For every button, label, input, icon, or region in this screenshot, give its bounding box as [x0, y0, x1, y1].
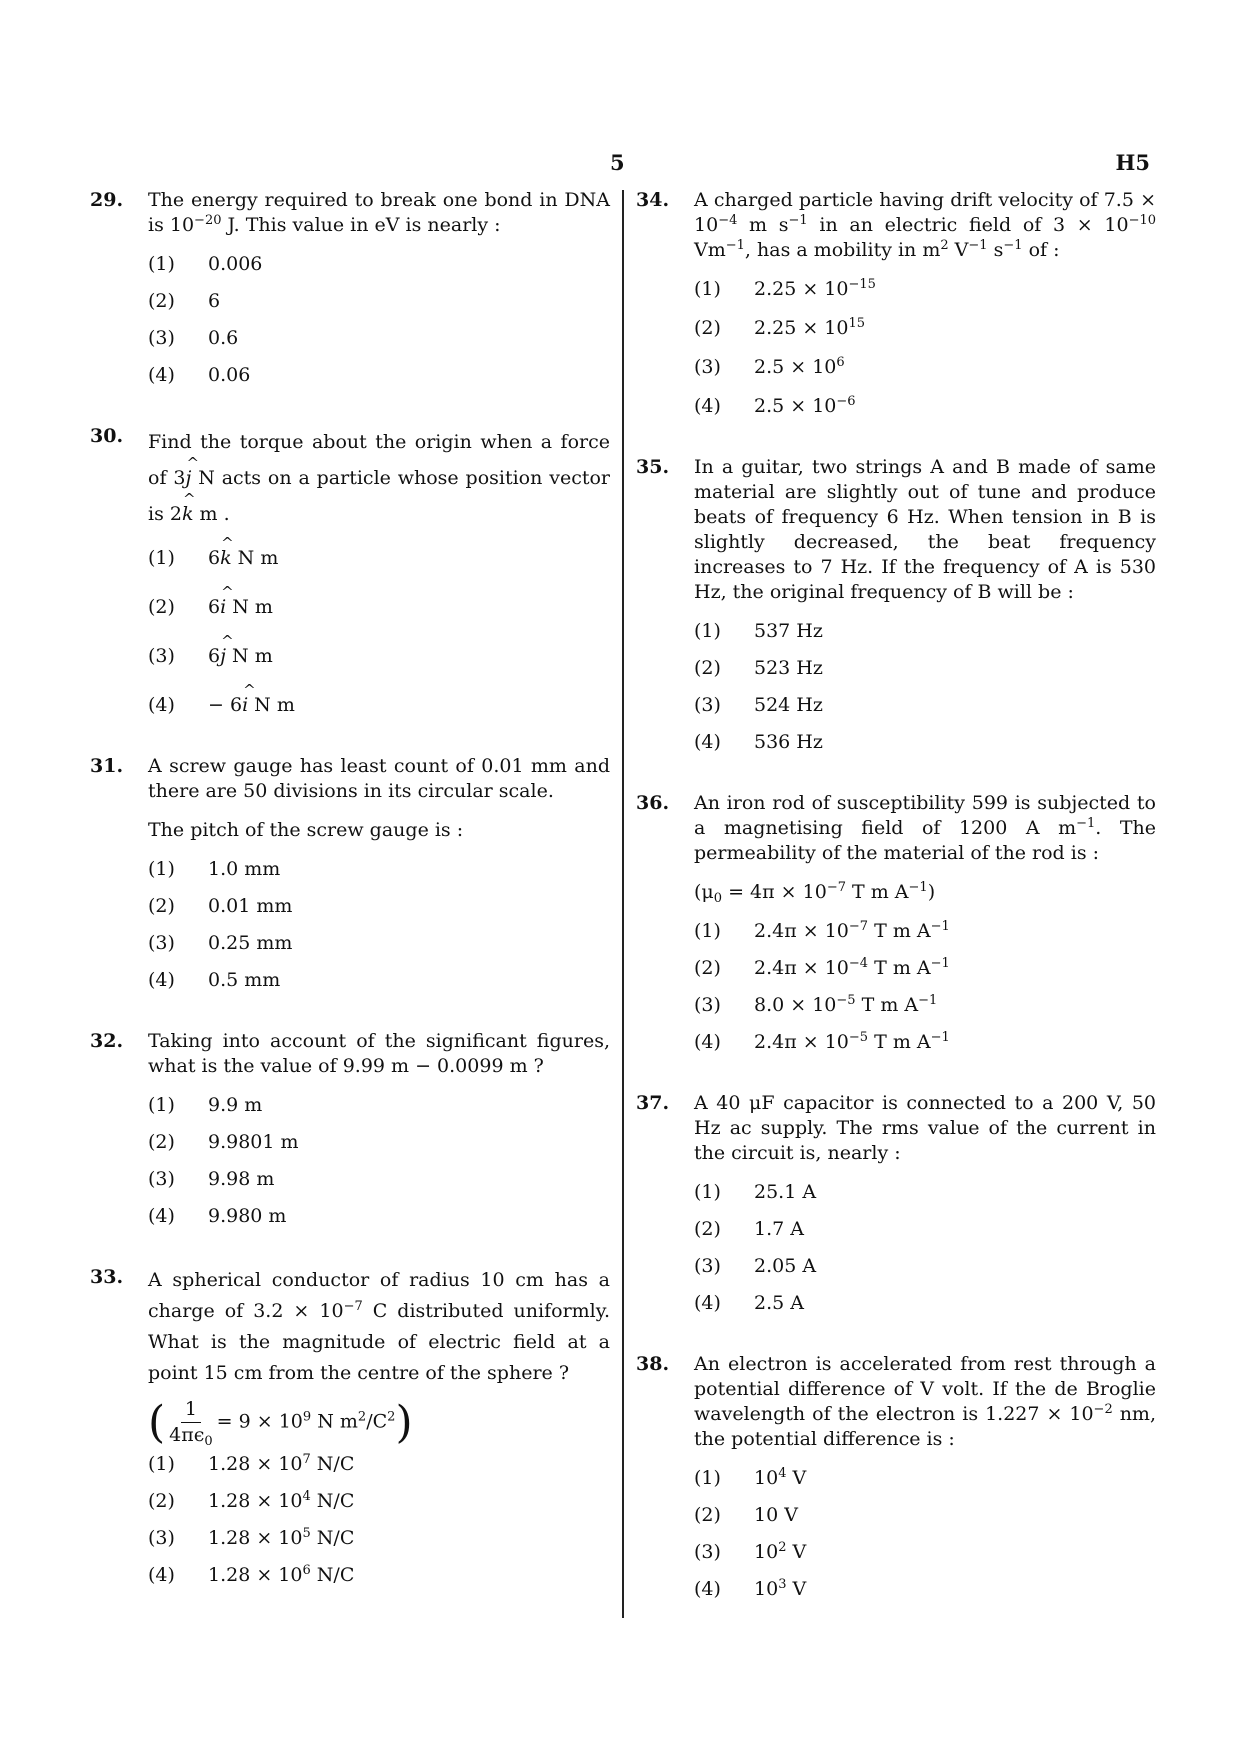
- option-4[interactable]: (4) 2.5 A: [694, 1292, 804, 1314]
- option-4[interactable]: (4) $10^3$ V: [694, 1577, 807, 1600]
- options: [148, 1093, 610, 1229]
- option-3[interactable]: (3) 2.05 A: [694, 1255, 817, 1277]
- option-1[interactable]: (1) $2.4\pi \times 10^{-7}$ T m $A^{-1}$: [694, 919, 950, 942]
- options: [694, 919, 1156, 1055]
- option-3[interactable]: (3) $2.5 \times 10^6$: [694, 355, 845, 378]
- options: [694, 1466, 1156, 1602]
- options: [694, 619, 1156, 755]
- option-1[interactable]: (1) $1.28 \times 10^7$ N/C: [148, 1452, 355, 1475]
- options: [148, 857, 610, 993]
- question-29: [90, 188, 610, 388]
- options: [694, 1180, 1156, 1316]
- option-3[interactable]: (3) $1.28 \times 10^5$ N/C: [148, 1526, 355, 1549]
- question-number: 30.: [90, 425, 124, 447]
- option-1[interactable]: (1) 0.006: [148, 253, 263, 275]
- right-column: [636, 188, 1156, 1638]
- option-4[interactable]: (4) $2.4\pi \times 10^{-5}$ T m $A^{-1}$: [694, 1030, 950, 1053]
- question-number: 36.: [636, 792, 670, 814]
- option-2[interactable]: (2) 6: [148, 290, 221, 312]
- option-2[interactable]: (2) 0.01 mm: [148, 895, 293, 917]
- question-text: A 40 μF capacitor is connected to a 200 V, 50 Hz ac supply. The rms value of the current in the circuit is, nearly :: [694, 1092, 1156, 1164]
- question-number: 29.: [90, 189, 124, 211]
- question-text: A charged particle having drift velocity of $7.5 \times 10^{-4}$ m $s^{-1}$ in an electric field of $3 \times 10^{-10}$ $Vm^{-1}$, has a mobility in $m^2$ $V^{-1}$ $s^{-1}$ of :: [694, 189, 1156, 261]
- option-1[interactable]: (1) 25.1 A: [694, 1181, 817, 1203]
- option-4[interactable]: (4) $2.5 \times 10^{-6}$: [694, 394, 856, 417]
- option-2[interactable]: (2) 523 Hz: [694, 657, 823, 679]
- page-number: 5: [610, 150, 625, 175]
- question-36: [636, 791, 1156, 1055]
- option-4[interactable]: (4) $1.28 \times 10^6$ N/C: [148, 1563, 355, 1586]
- options: [148, 546, 610, 718]
- option-2[interactable]: (2) $1.28 \times 10^4$ N/C: [148, 1489, 355, 1512]
- question-number: 34.: [636, 189, 670, 211]
- question-note: The pitch of the screw gauge is :: [148, 819, 464, 841]
- question-text: An electron is accelerated from rest through a potential difference of V volt. If the de Broglie wavelength of the electron is $1.227 \times 10^{-2}$ nm, the potential difference is :: [694, 1353, 1156, 1450]
- option-3[interactable]: (3) 6^ j N m: [148, 644, 610, 669]
- question-text: Taking into account of the significant figures, what is the value of 9.99 m − 0.0099 m ?: [148, 1030, 610, 1077]
- option-1[interactable]: (1) $10^4$ V: [694, 1466, 807, 1489]
- option-4[interactable]: (4) 9.980 m: [148, 1205, 287, 1227]
- options: [694, 277, 1156, 419]
- option-1[interactable]: (1) 9.9 m: [148, 1094, 263, 1116]
- options: [148, 252, 610, 388]
- option-2[interactable]: (2) $2.4\pi \times 10^{-4}$ T m $A^{-1}$: [694, 956, 950, 979]
- option-2[interactable]: (2) 1.7 A: [694, 1218, 804, 1240]
- left-column: [90, 188, 610, 1624]
- option-1[interactable]: (1) $2.25 \times 10^{-15}$: [694, 277, 876, 300]
- question-number: 38.: [636, 1353, 670, 1375]
- option-4[interactable]: (4) − 6^ i N m: [148, 693, 610, 718]
- question-33: [90, 1265, 610, 1588]
- question-text: Find the torque about the origin when a force of 3^ j N acts on a particle whose position vector is 2^ k m .: [148, 424, 610, 532]
- option-2[interactable]: (2) 9.9801 m: [148, 1131, 299, 1153]
- question-32: [90, 1029, 610, 1229]
- question-number: 37.: [636, 1092, 670, 1114]
- option-3[interactable]: (3) 0.25 mm: [148, 932, 293, 954]
- question-text: An iron rod of susceptibility 599 is subjected to a magnetising field of 1200 A $m^{-1}$. The permeability of the material of the rod is :: [694, 792, 1156, 864]
- question-text: A screw gauge has least count of 0.01 mm and there are 50 divisions in its circular scale.: [148, 755, 610, 802]
- constant-note: ($\mu_0 = 4\pi \times 10^{-7}$ T m $A^{-1}$): [694, 880, 936, 906]
- option-2[interactable]: (2) 10 V: [694, 1504, 798, 1526]
- options: [148, 1452, 610, 1588]
- constant-note: ( $\frac{1}{4\pi\epsilon_0}$ = $9 \times 10^9$ N $m^2/C^2$): [148, 1397, 413, 1449]
- question-37: [636, 1091, 1156, 1316]
- option-3[interactable]: (3) 9.98 m: [148, 1168, 275, 1190]
- paper-code: H5: [1115, 150, 1150, 175]
- option-4[interactable]: (4) 536 Hz: [694, 731, 823, 753]
- option-3[interactable]: (3) 524 Hz: [694, 694, 823, 716]
- question-31: [90, 754, 610, 993]
- option-4[interactable]: (4) 0.06: [148, 364, 251, 386]
- question-text: The energy required to break one bond in DNA is $10^{-20}$ J. This value in eV is nearly :: [148, 189, 610, 236]
- question-number: 35.: [636, 456, 670, 478]
- question-text: A spherical conductor of radius 10 cm has a charge of $3.2 \times 10^{-7}$ C distributed uniformly. What is the magnitude of electric field at a point 15 cm from the centre of the sphere ?: [148, 1269, 610, 1384]
- question-30: [90, 424, 610, 718]
- option-1[interactable]: (1) 537 Hz: [694, 620, 823, 642]
- question-35: [636, 455, 1156, 755]
- question-text: In a guitar, two strings A and B made of same material are slightly out of tune and produce beats of frequency 6 Hz. When tension in B is slightly decreased, the beat frequency increases to 7 Hz. If the frequency of A is 530 Hz, the original frequency of B will be :: [694, 456, 1156, 603]
- option-3[interactable]: (3) 0.6: [148, 327, 239, 349]
- column-divider: [622, 190, 624, 1618]
- question-34: [636, 188, 1156, 419]
- option-2[interactable]: (2) $2.25 \times 10^{15}$: [694, 316, 866, 339]
- option-3[interactable]: (3) $10^2$ V: [694, 1540, 807, 1563]
- option-2[interactable]: (2) 6^ i N m: [148, 595, 610, 620]
- option-1[interactable]: (1) 1.0 mm: [148, 858, 281, 880]
- question-number: 32.: [90, 1030, 124, 1052]
- option-3[interactable]: (3) $8.0 \times 10^{-5}$ T m $A^{-1}$: [694, 993, 938, 1016]
- question-38: [636, 1352, 1156, 1602]
- question-number: 31.: [90, 755, 124, 777]
- question-number: 33.: [90, 1266, 124, 1288]
- option-1[interactable]: (1) 6^ k N m: [148, 546, 610, 571]
- option-4[interactable]: (4) 0.5 mm: [148, 969, 281, 991]
